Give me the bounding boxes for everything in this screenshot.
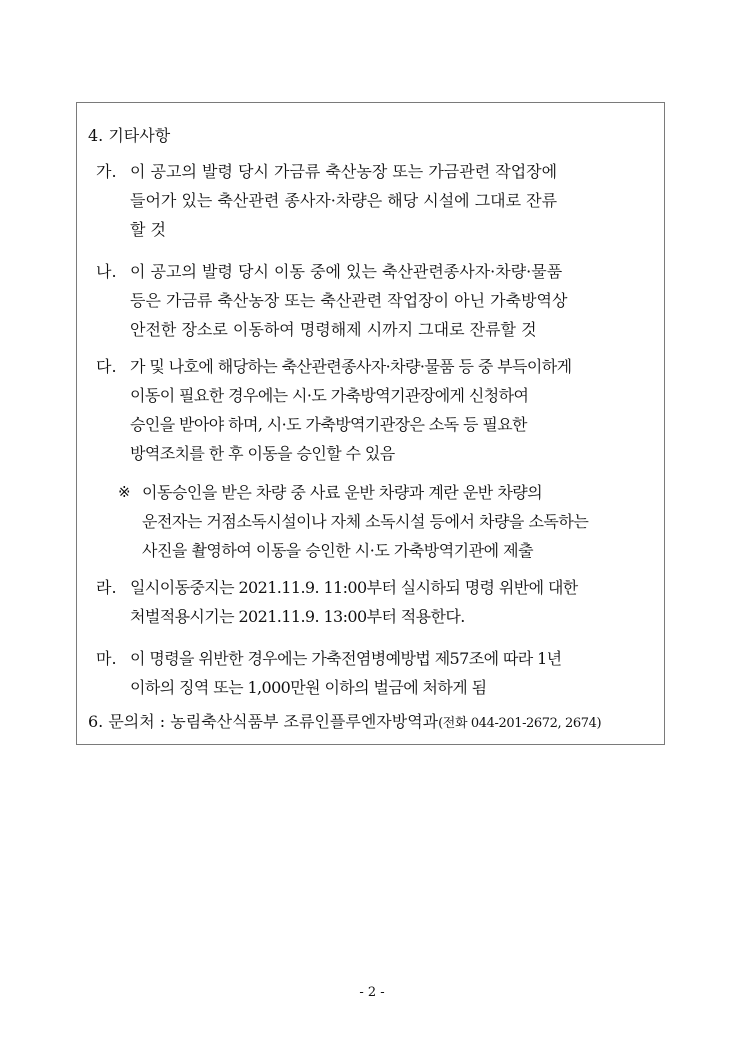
list-item-ga: [96, 157, 656, 244]
item-marker: 다.: [96, 357, 117, 376]
contact-phone: (전화 044-201-2672, 2674): [438, 716, 602, 731]
item-marker: 라.: [96, 578, 117, 597]
item-line: 방역조치를 한 후 이동을 승인할 수 있음: [130, 444, 395, 463]
note-marker: ※: [118, 483, 131, 501]
item-line: 안전한 장소로 이동하여 명령해제 시까지 그대로 잔류할 것: [130, 320, 537, 339]
contact-label: 6. 문의처 : 농림축산식품부 조류인플루엔자방역과: [88, 712, 439, 731]
reference-note: [118, 478, 658, 565]
item-marker: 마.: [96, 649, 117, 668]
item-line: 처벌적용시기는 2021.11.9. 13:00부터 적용한다.: [130, 607, 465, 626]
item-line: 가 및 나호에 해당하는 축산관련종사자·차량·물품 등 중 부득이하게: [130, 357, 572, 376]
item-line: 들어가 있는 축산관련 종사자·차량은 해당 시설에 그대로 잔류: [130, 191, 558, 210]
note-line: 사진을 촬영하여 이동을 승인한 시·도 가축방역기관에 제출: [142, 541, 534, 560]
contact-info: [88, 710, 601, 736]
item-line: 이 공고의 발령 당시 이동 중에 있는 축산관련종사자·차량·물품: [130, 262, 563, 281]
item-line: 이동이 필요한 경우에는 시·도 가축방역기관장에게 신청하여: [130, 386, 529, 405]
note-line: 이동승인을 받은 차량 중 사료 운반 차량과 계란 운반 차량의: [142, 483, 543, 502]
page-number: - 2 -: [359, 985, 385, 1000]
item-line: 이 공고의 발령 당시 가금류 축산농장 또는 가금관련 작업장에: [130, 162, 558, 181]
item-line: 할 것: [130, 220, 166, 239]
list-item-ra: [96, 573, 656, 631]
item-marker: 나.: [96, 262, 117, 281]
list-item-da: [96, 352, 656, 468]
note-line: 운전자는 거점소독시설이나 자체 소독시설 등에서 차량을 소독하는: [142, 512, 589, 531]
item-line: 일시이동중지는 2021.11.9. 11:00부터 실시하되 명령 위반에 대한: [130, 578, 578, 597]
list-item-ma: [96, 644, 656, 702]
item-marker: 가.: [96, 162, 117, 181]
item-line: 승인을 받아야 하며, 시·도 가축방역기관장은 소독 등 필요한: [130, 415, 527, 434]
item-line: 이 명령을 위반한 경우에는 가축전염병예방법 제57조에 따라 1년: [130, 649, 562, 668]
item-line: 이하의 징역 또는 1,000만원 이하의 벌금에 처하게 됨: [130, 678, 487, 697]
item-line: 등은 가금류 축산농장 또는 축산관련 작업장이 아닌 가축방역상: [130, 291, 568, 310]
list-item-na: [96, 257, 656, 344]
section-heading: 4. 기타사항: [88, 126, 171, 145]
